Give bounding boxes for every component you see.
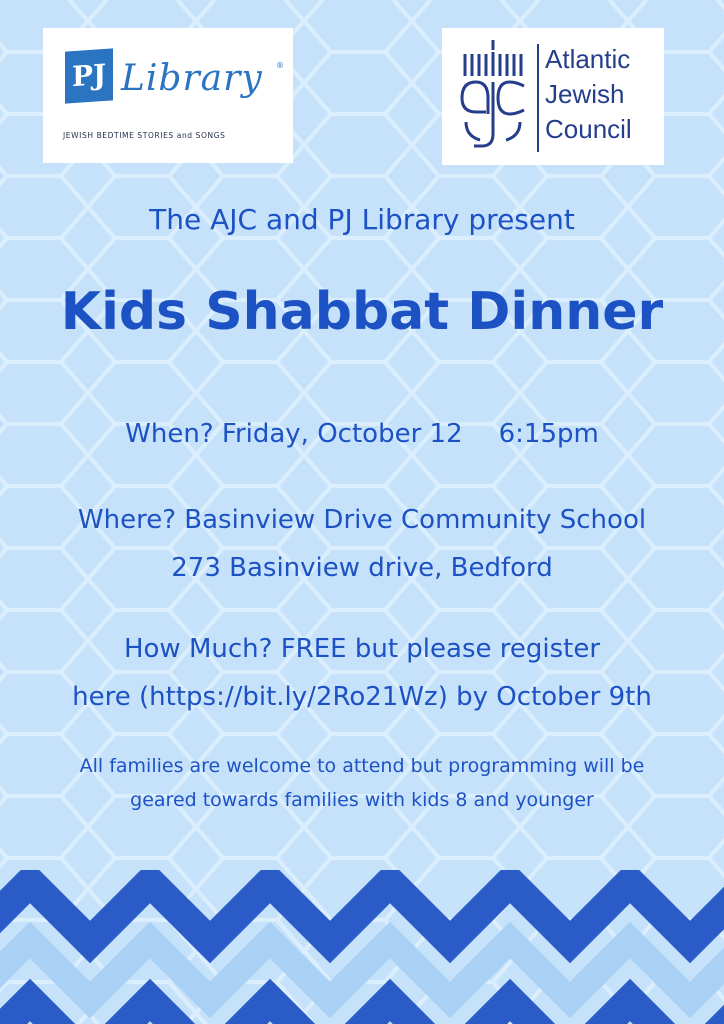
registration-link-line[interactable]: here (https://bit.ly/2Ro21Wz) by October 9th xyxy=(72,682,652,712)
audience-note-line: geared towards families with kids 8 and younger xyxy=(130,789,594,811)
when-time: 6:15pm xyxy=(498,419,599,449)
ajc-logo-name xyxy=(545,42,632,147)
logo-divider xyxy=(537,44,539,152)
atlantic-jewish-council-logo xyxy=(442,28,664,165)
pj-logo-tagline: JEWISH BEDTIME STORIES and SONGS xyxy=(63,131,226,140)
pj-library-logo xyxy=(43,28,293,163)
presenter-line: The AJC and PJ Library present xyxy=(149,203,575,236)
event-title: Kids Shabbat Dinner xyxy=(60,282,664,342)
ajc-name-line: Council xyxy=(545,114,632,144)
event-venue: Where? Basinview Drive Community School xyxy=(77,505,647,535)
pj-logo-wordmark: Library xyxy=(121,58,263,99)
event-when xyxy=(0,419,724,449)
chevron-border-decoration xyxy=(0,870,724,1024)
pj-logo-mark: PJ xyxy=(65,48,113,103)
ajc-name-line: Jewish xyxy=(545,79,625,109)
when-date: When? Friday, October 12 xyxy=(125,419,463,449)
menorah-ajc-icon xyxy=(452,36,534,160)
audience-note-line: All families are welcome to attend but programming will be xyxy=(79,755,645,777)
event-address: 273 Basinview drive, Bedford xyxy=(171,553,553,583)
ajc-name-line: Atlantic xyxy=(545,44,631,74)
event-cost: How Much? FREE but please register xyxy=(123,634,601,664)
registered-mark: ® xyxy=(276,61,284,70)
